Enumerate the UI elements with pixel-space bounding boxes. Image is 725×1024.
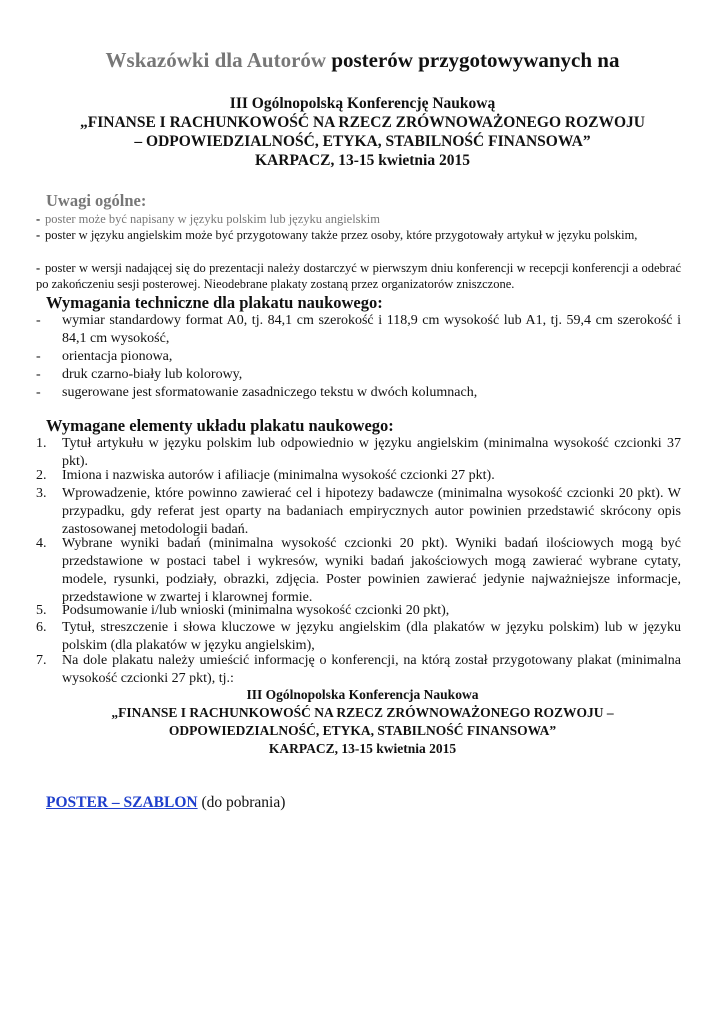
footer-line-4: KARPACZ, 13-15 kwietnia 2015 xyxy=(268,741,457,756)
conference-line-4: KARPACZ, 13-15 kwietnia 2015 xyxy=(255,152,470,169)
conference-line-3: – ODPOWIEDZIALNOŚĆ, ETYKA, STABILNOŚĆ FINANSOWA” xyxy=(134,133,591,150)
title-part-gray: Wskazówki dla Autorów xyxy=(105,48,327,72)
conference-line-1: III Ogólnopolską Konferencję Naukową xyxy=(229,95,496,112)
technical-item-2: - orientacja pionowa, xyxy=(36,349,173,364)
general-note-2: - poster w języku angielskim może być przygotowany także przez osoby, które przygotowały artykuł w języku polskim, xyxy=(36,228,638,242)
footer-line-1: III Ogólnopolska Konferencja Naukowa xyxy=(246,687,479,702)
technical-item-1: - wymiar standardowy format A0, tj. 84,1 cm szerokość i 118,9 cm wysokość lub A1, tj. 59,4 cm szerokość i 84,1 cm wysokość, xyxy=(36,313,681,346)
element-item-5: 5. Podsumowanie i/lub wnioski (minimalna wysokość czcionki 20 pkt), xyxy=(36,603,450,618)
element-item-3: 3. Wprowadzenie, które powinno zawierać cel i hipotezy badawcze (minimalna wysokość czcionki 20 pkt). W przypadku, gdy referat jest oparty na badaniach empirycznych autor powinien przedstawić skrócony opis zastosowanej metodologii badań. xyxy=(36,486,681,537)
element-item-7: 7. Na dole plakatu należy umieścić informację o konferencji, na którą został przygotowany plakat (minimalna wysokość czcionki 27 pkt), tj.: xyxy=(36,653,681,686)
download-suffix: (do pobrania) xyxy=(197,794,286,811)
element-item-2: 2. Imiona i nazwiska autorów i afiliacje (minimalna wysokość czcionki 27 pkt). xyxy=(36,468,495,483)
conference-line-2: „FINANSE I RACHUNKOWOŚĆ NA RZECZ ZRÓWNOWAŻONEGO ROZWOJU xyxy=(80,114,645,131)
title-part-black: posterów przygotowywanych na xyxy=(331,48,620,72)
footer-line-3: ODPOWIEDZIALNOŚĆ, ETYKA, STABILNOŚĆ FINANSOWA” xyxy=(168,723,557,738)
element-item-6: 6. Tytuł, streszczenie i słowa kluczowe w języku angielskim (dla plakatów w języku polskim) lub w języku polskim (dla plakatów w języku angielskim), xyxy=(36,620,681,653)
required-elements-heading: Wymagane elementy układu plakatu naukowego: xyxy=(46,416,394,435)
general-note-3: - poster w wersji nadającej się do prezentacji należy dostarczyć w pierwszym dniu konferencji w recepcji konferencji a odebrać po zakończeniu sesji posterowej. Nieodebrane plakaty zostaną przez organizatorów zniszczone. xyxy=(36,261,681,291)
general-notes-heading: Uwagi ogólne: xyxy=(46,191,147,210)
conference-header xyxy=(40,94,685,170)
technical-item-4: - sugerowane jest sformatowanie zasadniczego tekstu w dwóch kolumnach, xyxy=(36,385,478,400)
general-note-1: - poster może być napisany w języku polskim lub języku angielskim xyxy=(36,212,380,226)
technical-item-3: - druk czarno-biały lub kolorowy, xyxy=(36,367,243,382)
footer-line-2: „FINANSE I RACHUNKOWOŚĆ NA RZECZ ZRÓWNOWAŻONEGO ROZWOJU – xyxy=(111,705,614,720)
download-line xyxy=(46,793,285,813)
page-title xyxy=(0,47,725,73)
footer-conference-info xyxy=(40,686,685,758)
poster-template-link[interactable]: POSTER – SZABLON xyxy=(46,794,198,811)
element-item-1: 1. Tytuł artykułu w języku polskim lub odpowiednio w języku angielskim (minimalna wysokość czcionki 37 pkt). xyxy=(36,436,681,469)
element-item-4: 4. Wybrane wyniki badań (minimalna wysokość czcionki 20 pkt). Wyniki badań ilościowych mogą być przedstawione w postaci tabel i wykresów, wyniki badań jakościowych mogą zawierać wybrane cytaty, modele, rysunki, podziały, obrazki, zdjęcia. Poster powinien zawierać jedynie najważniejsze informacje, przedstawione w zwartej i klarownej formie. xyxy=(36,536,681,605)
technical-requirements-heading: Wymagania techniczne dla plakatu naukowego: xyxy=(46,293,383,312)
